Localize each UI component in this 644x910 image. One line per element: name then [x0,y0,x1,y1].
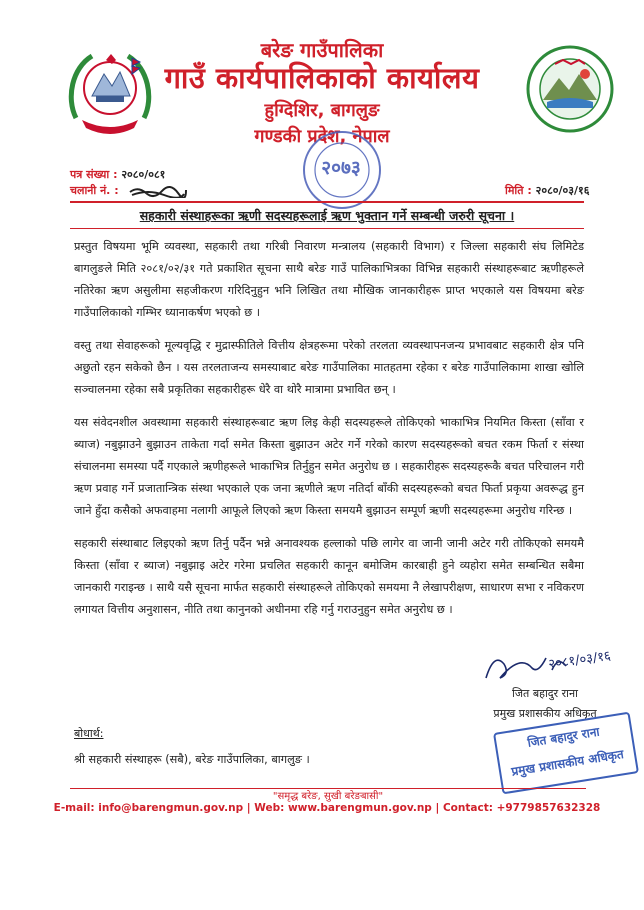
bodhartha-recipient: श्री सहकारी संस्थाहरू (सबै), बरेङ गाउँपालिका, बागलुङ । [74,753,310,766]
miti-value: २०८०/०३/१६ [535,184,590,197]
signatory-name: जित बहादुर राना [512,687,578,700]
redacted-scribble-icon [128,184,188,198]
signatory-title: प्रमुख प्रशासकीय अधिकृत [493,707,597,720]
paragraph: प्रस्तुत विषयमा भूमि व्यवस्था, सहकारी तथा गरिबी निवारण मन्त्रालय (सहकारी विभाग) र जिल्ला सहकारी संघ लिमिटेड बागलुङले मिति २०८१/०२/३१ गते प्रकाशित सूचना साथै बरेङ गाउँ पालिकाभित्रका विभिन्न सहकारी संस्थाहरूबाट ऋणीहरूले नतिरेका ऋण असुलीमा सहजीकरण गरिदिनुहुन भनि लिखित तथा मौखिक जानकारीहरू प्राप्त भएकाले यस विषयमा बरेङ गाउँपालिकाको गम्भिर ध्यानाकर्षण भएको छ । [74,240,584,319]
footer-motto: "समृद्ध बरेङ, सुखी बरेङबासी" [272,791,384,802]
officer-stamp [493,712,639,795]
office-name: गाउँ कार्यपालिकाको कार्यालय [164,61,480,95]
footer-contact: E-mail: info@barengmun.gov.np | Web: www.barengmun.gov.np | Contact: +9779857632328 [53,802,601,814]
divider-subject [70,228,584,229]
patra-label: पत्र संख्या : [70,168,118,181]
stamp-name: जित बहादुर राना [526,724,601,750]
paragraph: यस संवेदनशील अवस्थामा सहकारी संस्थाहरूबाट ऋण लिइ केही सदस्यहरूले तोकिएको भाकाभित्र नियमित किस्ता (साँवा र ब्याज) नबुझाउने बुझाउन ताकेता गर्दा समेत किस्ता बुझाउन अटेर गर्ने गरेको कारण सदस्यहरूको बचत रकम फिर्ता र संस्था संचालनमा समस्या पर्दै गएकाले ऋणीहरूले भाकाभित्र तिर्नुहुन समेत अनुरोध छ । सहकारीहरू सदस्यहरूकै बचत परिचालन गरी ऋण प्रवाह गर्ने प्रजातान्त्रिक संस्था भएकाले एक जना ऋणीले ऋण नतिर्दा बाँकी सदस्यहरूको बचत फिर्ता प्रकृया अवरूद्ध हुन जाने हुँदा कसैको अफवाहमा नलागी आफूले लिएको ऋण किस्ता समयमै बुझाउन सम्पूर्ण ऋणी सदस्यहरूमा अनुरोध गरिन्छ । [74,416,584,517]
nepal-emblem-icon [62,44,158,140]
municipality-name: बरेङ गाउँपालिका [260,38,384,62]
divider-top [70,201,584,203]
miti-date [505,183,589,198]
chalani-label: चलानी नं. : [70,184,119,197]
patra-sankhya [70,167,165,182]
letter-body [74,236,584,632]
bodhartha-label: बोधार्थ: [74,727,104,740]
office-address: हुग्दिशिर, बागलुङ [264,100,380,121]
paragraph: वस्तु तथा सेवाहरूको मूल्यवृद्धि र मुद्रास्फीतिले वित्तीय क्षेत्रहरूमा परेको तरलता व्यवस्थापनजन्य प्रभावबाट सहकारी क्षेत्र पनि अछुतो रहन सकेको छैन । यस तरलताजन्य समस्याबाट बरेङ गाउँपालिका मातहतमा रहेका र बरेङ गाउँपालिकामा शाखा खोलि सञ्चालनमा रहेका सबै प्रकृतिका सहकारीहरू धेरै वा थोरै मात्रामा प्रभावित छन् । [74,339,584,396]
stamp-title: प्रमुख प्रशासकीय अधिकृत [510,747,625,779]
chalani-number [70,183,188,198]
seal-year: २०७३ [321,157,361,179]
miti-label: मिति : [505,184,532,197]
patra-value: २०८०/०८१ [121,168,166,181]
subject-line: सहकारी संस्थाहरूका ऋणी सदस्यहरूलाई ऋण भुक्तान गर्ने सम्बन्धी जरुरी सूचना । [139,208,515,223]
handwritten-date: २०८१/०३/१६ [547,648,612,673]
province-country: गण्डकी प्रदेश, नेपाल [254,126,390,147]
paragraph: सहकारी संस्थाबाट लिइएको ऋण तिर्नु पर्दैन भन्ने अनावश्यक हल्लाको पछि लागेर वा जानी जानी अटेर गरी तोकिएको समयमै किस्ता (साँवा र ब्याज) नबुझाइ अटेर गरेमा प्रचलित सहकारी कानून बमोजिम कारबाही हुने व्यहोरा समेत सम्बन्धित सबैमा जानकारी गराइन्छ । साथै यसै सूचना मार्फत सहकारी संस्थाहरूले तोकिएको समयमा नै लेखापरीक्षण, साधारण सभा र नविकरण लगायत वित्तीय अनुशासन, नीति तथा कानुनको अधीनमा रहि गर्नु गराउनुहुन समेत अनुरोध छ । [74,537,584,616]
municipality-logo-icon [525,44,615,134]
